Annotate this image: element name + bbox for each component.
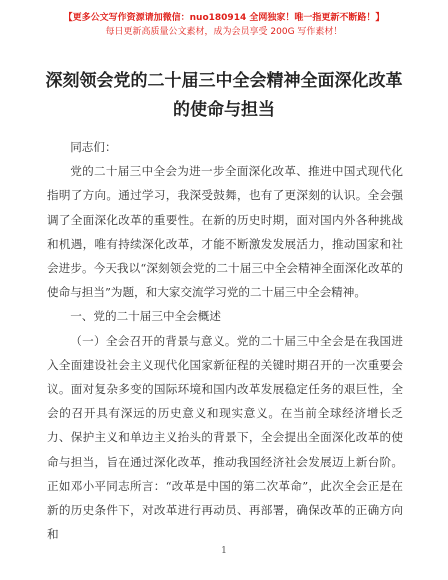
promo-banner-line1: 【更多公文写作资源请加微信：nuo180914 全网独家！唯一指更新不断路！】 xyxy=(63,13,385,23)
page-number: 1 xyxy=(221,546,227,556)
document-body xyxy=(47,135,403,546)
promo-banner-line2: 每日更新高质量公文素材，成为会员享受 200G 写作素材！ xyxy=(105,27,343,37)
paragraph-background: （一）全会召开的背景与意义。党的二十届三中全会是在我国进入全面建设社会主义现代化国家新征程的关键时期召开的一次重要会议。面对复杂多变的国际环境和国内改革发展稳定任务的艰巨性，全会的召开具有深远的历史意义和现实意义。在当前全球经济增长乏力、保护主义和单边主义抬头的背景下，全会提出全面深化改革的使命与担当，旨在通过深化改革，推动我国经济社会发展迈上新台阶。正如邓小平同志所言：“改革是中国的第二次革命”，此次全会正是在新的历史条件下，对改革进行再动员、再部署，确保改革的正确方向和 xyxy=(47,333,403,542)
salutation: 同志们： xyxy=(70,140,117,154)
paragraph-intro: 党的二十届三中全会为进一步全面深化改革、推进中国式现代化指明了方向。通过学习，我深受鼓舞，也有了更深刻的认识。全会强调了全面深化改革的重要性。在新的历史时期，面对国内外各种挑战和机遇，唯有持续深化改革，才能不断激发发展活力，推动国家和社会进步。今天我以“深刻领会党的二十届三中全会精神全面深化改革的使命与担当”为题，和大家交流学习党的二十届三中全会精神。 xyxy=(47,164,403,300)
section-heading: 一、党的二十届三中全会概述 xyxy=(70,309,221,324)
document-title: 深刻领会党的二十届三中全会精神全面深化改革的使命与担当 xyxy=(45,71,403,120)
